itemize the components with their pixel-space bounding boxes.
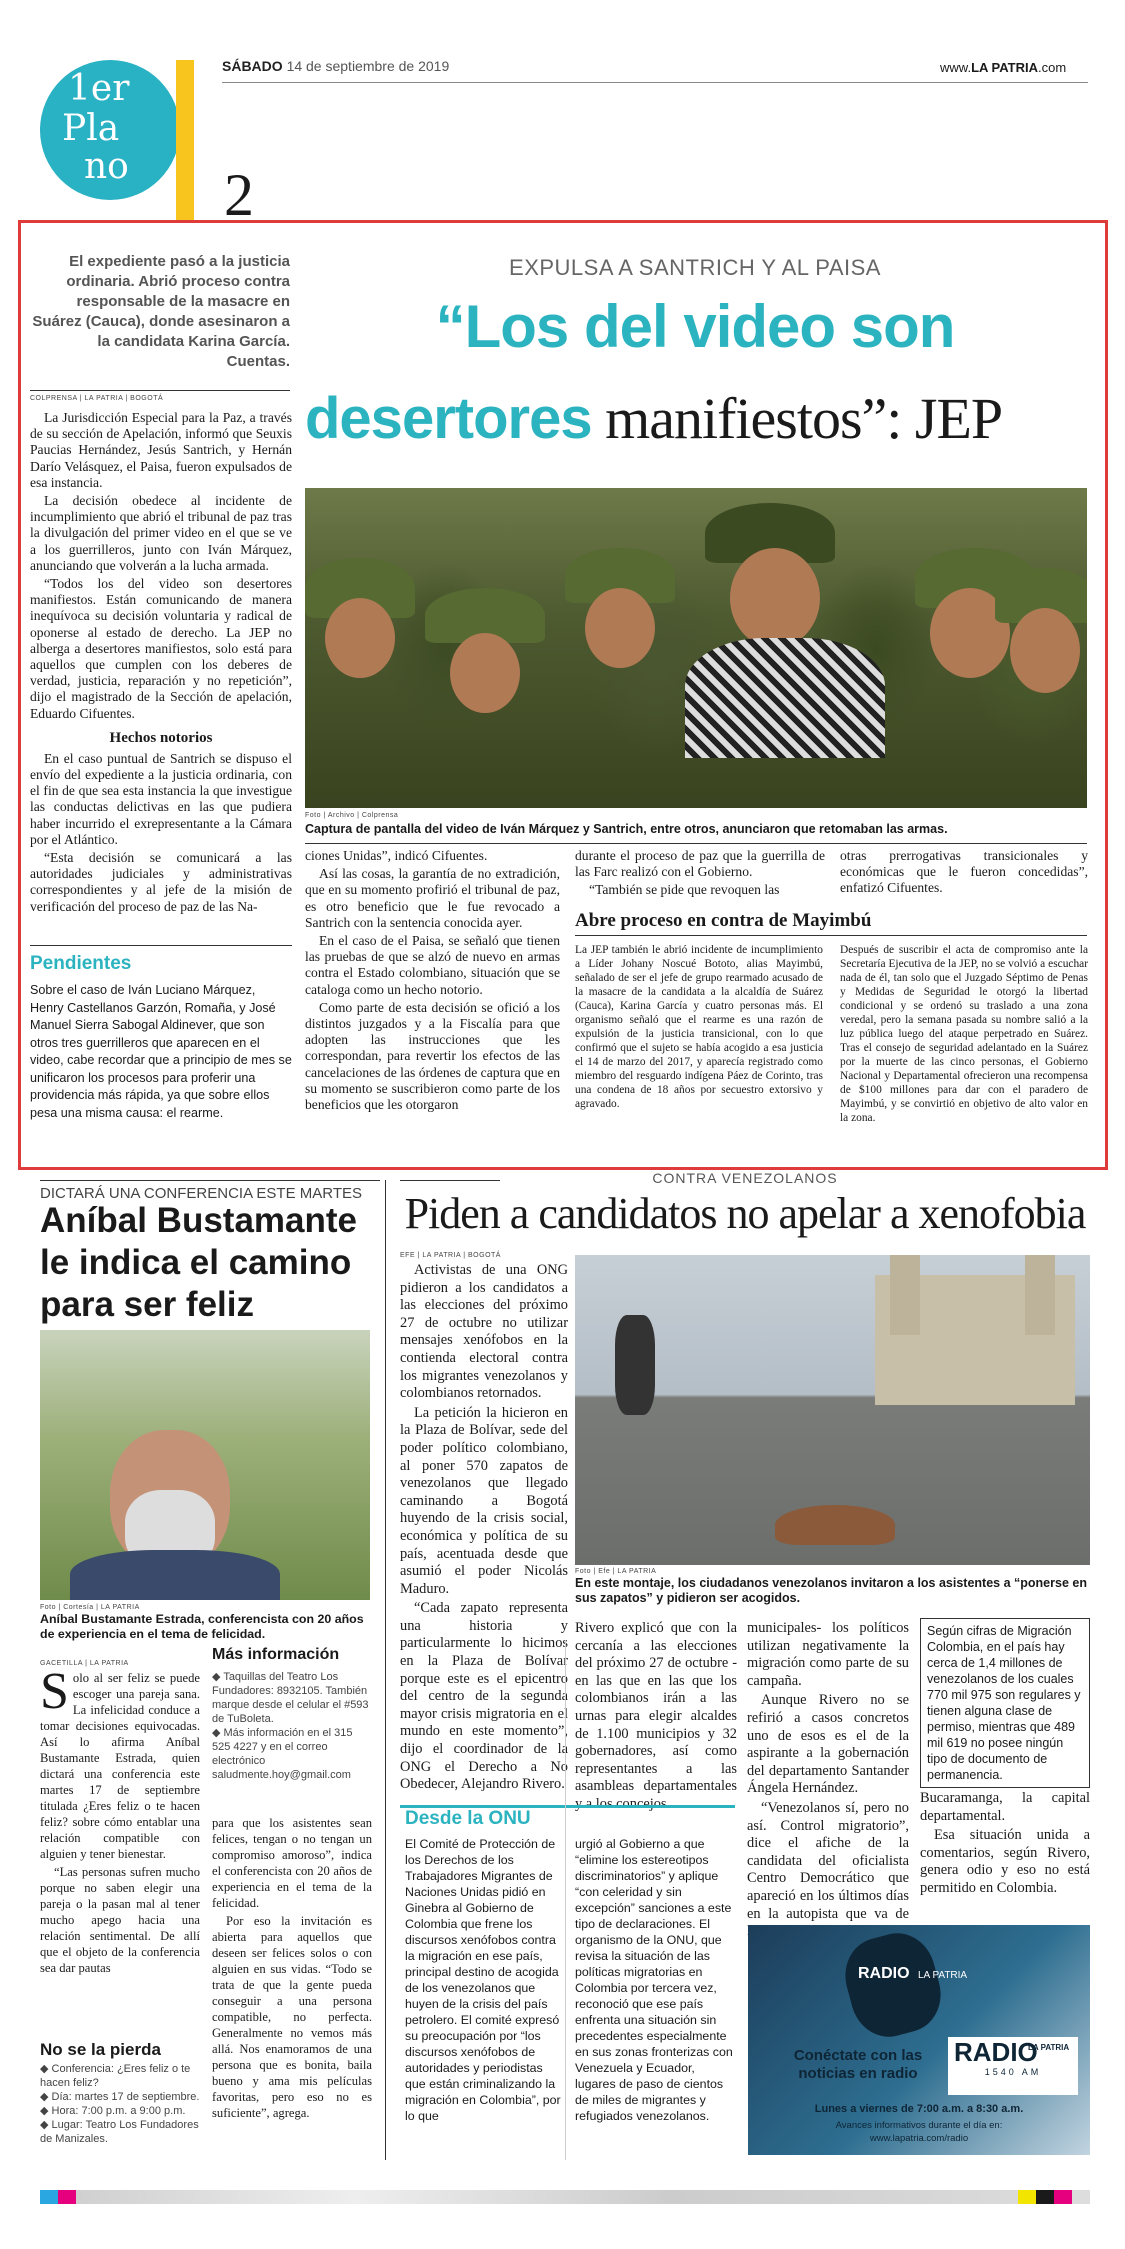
ad-schedule: Lunes a viernes de 7:00 a.m. a 8:30 a.m. (814, 2103, 1024, 2115)
paragraph: La decisión obedece al incidente de incumplimiento que abrió el tribunal de paz tras la divulgación del primer video en el que se ve a los guerrilleros, junto con Iván Márquez, anunciando que volverán a la lucha armada. (30, 493, 292, 573)
right-col4 (920, 1790, 1090, 1900)
site-brand: LA PATRIA (971, 60, 1038, 75)
mayimbu-col2: Después de suscribir el acta de compromiso ante la Secretaría Ejecutiva de la JEP, no se volvió a escuchar nada de él, tan solo que el Juzgado Séptimo de Penas y Medidas de Seguridad le otorgó la libertad condicional y se ordenó su traslado a una zona veredal, pero la semana pasada su nombre salió a la luz pública luego del ataque perpetrado en Suárez. Tras el consejo de seguridad adelantado en la Suárez por la muerte de las cinco personas, el Gobierno Nacional y Departamental ofrecieron una recompensa de $100 millones para dar con el paradero de Mayimbú, y se convirtió en objetivo de alto valor en la zona. (840, 944, 1088, 1124)
page-number: 2 (224, 162, 254, 228)
ad-url[interactable]: www.lapatria.com/radio (869, 2133, 969, 2144)
paragraph: “Venezolanos sí, pero no así. Control migratorio”, dice el afiche de la candidata del oficialista Centro Democrático que apareció en los últimos días en la autopista que va de (747, 1799, 909, 1922)
mic-label: RADIO (858, 1965, 910, 1982)
section-label-1: 1er (68, 68, 130, 109)
ad-line: noticias en radio (798, 2065, 918, 2082)
right-photo-credit: Foto | Efe | LA PATRIA (575, 1568, 657, 1575)
site-prefix: www. (940, 60, 972, 75)
main-photo-credit: Foto | Archivo | Colprensa (305, 812, 399, 819)
paragraph: otras prerrogativas transicionales y económicas que le fueron concedidas”, enfatizó Cifuentes. (840, 848, 1088, 896)
left-photo (40, 1330, 370, 1600)
right-headline: Piden a candidatos no apelar a xenofobia (404, 1189, 1086, 1238)
pendientes-rule (30, 945, 292, 946)
main-col1 (30, 410, 292, 917)
side-item: ◆ Lugar: Teatro Los Fundadores de Manizales. (40, 2119, 199, 2145)
right-col3 (747, 1620, 909, 1943)
logo-freq: 1540 AM (984, 2067, 1042, 2077)
left-photo-credit: Foto | Cortesía | LA PATRIA (40, 1604, 140, 1611)
left-byline: GACETILLA | LA PATRIA (40, 1660, 129, 1667)
pendientes-text: Sobre el caso de Iván Luciano Márquez, Henry Castellanos Garzón, Romaña, y José Manuel Sierra Sabogal Aldinever, que son otros tres guerrilleros que aparecen en el video, cabe recordar que a principio de mes se unificaron los procesos para proferir una providencia más rápida, ya que sobre ellos pesa una misma causa: el rearme. (30, 983, 292, 1120)
side-list (40, 2062, 205, 2146)
info-line: ◆ Más información en el 315 525 4227 y en el correo electrónico saludmente.hoy@gmail.com (212, 1727, 353, 1781)
info-block (212, 1670, 372, 1782)
subhead-hechos: Hechos notorios (109, 729, 213, 746)
cmyk-left (40, 2190, 76, 2209)
header-date (222, 58, 449, 74)
lead-summary: El expediente pasó a la justicia ordinaria. Abrió proceso contra responsable de la masacre en Suárez (Cauca), donde asesinaron a la candidata Karina García. Cuentas. (32, 253, 290, 370)
main-photo (305, 488, 1087, 808)
onu-col1: El Comité de Protección de los Derechos de los Trabajadores Migrantes de Naciones Unidas pidió en Ginebra al Gobierno de Colombia que frene los discursos xenófobos contra la migración en ese país, principal destino de acogida de los venezolanos que huyen de la crisis del país petrolero. El comité expresó su preocupación por “los discursos xenófobos de autoridades y periodistas que están criminalizando la migración en Colombia”, por lo que (405, 1837, 561, 2123)
paragraph: En el caso de el Paisa, se señaló que tienen las pruebas de que se alzó de nuevo en armas contra el Estado colombiano, situación que se cataloga como un hecho notorio. (305, 933, 560, 997)
main-col2 (305, 848, 560, 1115)
right-byline: EFE | LA PATRIA | BOGOTÁ (400, 1252, 501, 1259)
right-photo-caption: En este montaje, los ciudadanos venezolanos invitaron a los asistentes a “ponerse en sus zapatos” y pidieron ser acogidos. (575, 1576, 1087, 1605)
paragraph: “Cada zapato representa una historia y particularmente lo hicimos en la Plaza de Bolívar porque este es el epicentro del centro de la segunda mayor crisis migratoria en el mundo en este momento”, dijo el coordinador de la ONG el Derecho a No Obedecer, Alejandro Rivero. (400, 1600, 568, 1793)
caption-rule (305, 843, 1087, 844)
paragraph: Así las cosas, la garantía de no extradición, que en su momento profirió el tribunal de paz, es otro beneficio que le fue revocado a Santrich con la sentencia conocida ayer. (305, 866, 560, 930)
paragraph: Por eso la invitación es abierta para aquellos que deseen ser felices solos o con alguien en sus vidas. “Todo se trata de que la gente pueda conseguir a una persona compatible, no perfecta. Generalmente no vemos más allá. Nos enamoramos de una persona que es bonita, baila bueno y ama mis películas favoritas, pero eso no es suficiente”, agrega. (212, 1914, 372, 2120)
paragraph: Esa situación unida a comentarios, según Rivero, genera odio y eso no está permitido en Colombia. (920, 1827, 1090, 1896)
onu-title: Desde la ONU (405, 1808, 531, 1829)
info-title: Más información (212, 1646, 340, 1663)
paragraph: olo al ser feliz se puede escoger una pareja sana. La infelicidad conduce a tomar decisiones equivocadas. Así lo afirma Aníbal Bustamante Estrada, quien dictará una conferencia este martes 17 de septiembre titulada ¿Eres feliz o te hacen feliz? sobre cómo entablar una relación compatible con alguien y tener bienestar. (40, 1671, 200, 1861)
header-day: SÁBADO (222, 58, 283, 74)
section-label-2-text: Pla (62, 108, 120, 149)
paragraph: La Jurisdicción Especial para la Paz, a través de su sección de Apelación, informó que Seuxis Paucias Hernández, Jesús Santrich, y Hernán Darío Velásquez, el Paisa, fueron expulsados de esa instancia. (30, 410, 292, 490)
header-site[interactable] (940, 60, 1066, 75)
left-col2 (212, 1815, 372, 2123)
right-col1 (400, 1262, 568, 1796)
paragraph: para que los asistentes sean felices, tengan o no tengan un compromiso amoroso”, indica el conferencista con 20 años de experiencia en el tema de la felicidad. (212, 1816, 372, 1910)
drop-cap: S (40, 1663, 69, 1720)
ad-line: Conéctate con las (793, 2047, 923, 2064)
main-kicker: EXPULSA A SANTRICH Y AL PAISA (509, 255, 881, 280)
headline-black-words: manifiestos”: JEP (605, 386, 1003, 451)
radio-logo (948, 2037, 1078, 2095)
right-kicker: CONTRA VENEZOLANOS (652, 1170, 838, 1186)
main-col4 (840, 848, 1088, 899)
left-headline: Aníbal Bustamante le indica el camino para ser feliz (40, 1201, 357, 1324)
kicker-rule-left (400, 1180, 500, 1181)
pendientes-title: Pendientes (30, 953, 132, 974)
logo-brand: LA PATRIA (1028, 2043, 1070, 2052)
main-col3 (575, 848, 825, 901)
main-headline-2 (305, 382, 1095, 456)
main-headline-1: “Los del video son (435, 293, 955, 360)
paragraph: municipales- los políticos utilizan negativamente la migración como parte de su campaña. (747, 1620, 909, 1689)
left-kicker: DICTARÁ UNA CONFERENCIA ESTE MARTES (40, 1180, 380, 1202)
registration-bar (40, 2190, 1090, 2204)
headline-teal-word: desertores (305, 386, 592, 451)
microphone-icon (837, 1925, 950, 2045)
right-photo (575, 1255, 1090, 1565)
side-title: No se la pierda (40, 2040, 161, 2059)
paragraph: Activistas de una ONG pidieron a los candidatos a las elecciones del próximo 27 de octubre no utilizar mensajes xenófobos en la contienda electoral contra los migrantes venezolanos y colombianos retornados. (400, 1262, 568, 1402)
side-item: ◆ Día: martes 17 de septiembre. (40, 2091, 200, 2103)
site-suffix: .com (1037, 60, 1067, 75)
side-item: ◆ Conferencia: ¿Eres feliz o te hacen feliz? (40, 2063, 191, 2089)
cmyk-right (1018, 2190, 1072, 2209)
main-byline: COLPRENSA | LA PATRIA | BOGOTÁ (30, 395, 164, 402)
mic-brand: LA PATRIA (918, 1970, 968, 1981)
section-badge-bar (176, 60, 194, 220)
header-date-text: 14 de septiembre de 2019 (286, 58, 450, 74)
right-col2: Rivero explicó que con la cercanía a las elecciones del próximo 27 de octubre -en las que en las que los colombianos irán a las urnas para elegir alcaldes de 1.100 municipios y 32 gobernadores, así como representantes a las asambleas departamentales y a los concejos (575, 1620, 737, 1812)
paragraph: La petición la hicieron en la Plaza de Bolívar, sede del poder político colombiano, al poner 570 zapatos de venezolanos que llegado caminando a Bogotá huyendo de la crisis social, económica y política de su país, acentuada desde que asumió el poder Nicolás Maduro. (400, 1404, 568, 1597)
section-label-3: no (84, 146, 129, 187)
logo-radio: RADIO (954, 2037, 1038, 2067)
paragraph: durante el proceso de paz que la guerrilla de las Farc realizó con el Gobierno. (575, 848, 825, 880)
radio-ad[interactable] (748, 1925, 1090, 2155)
paragraph: “Todos los del video son desertores manifiestos. Están comunicando de manera inequívoca su decisión voluntaria y radical de oponerse al estado de derecho. La JEP no alberga a desertores manifiestos, solo está para aquellos que cumplen con los deberes de verdad, justicia, reparación y no repetición”, dijo el magistrado de la Sección de apelación, Eduardo Cifuentes. (30, 576, 292, 721)
paragraph: “Las personas sufren mucho porque no saben elegir una pareja o la pasan mal al tener mucho apego hacia una relación sentimental. De allí que el objeto de la conferencia sea dar pautas (40, 1865, 200, 1975)
paragraph: En el caso puntual de Santrich se dispuso el envío del expediente a la justicia ordinaria, con el fin de que sea esta instancia la que investigue las conductas delictivas en las que pudiera haber incurrido el exrepresentante a la Cámara por el Atlántico. (30, 750, 292, 847)
mayimbu-col1: La JEP también le abrió incidente de incumplimiento a Líder Johany Noscué Bototo, alias Mayimbú, señalado de ser el jefe de grupo rearmado acusado de la masacre de la candidata a la alcaldía de Suárez (Cauca), Karina García y cuatro personas más. El organismo señaló que el rearme es una razón de expulsión de la justicia transicional, con lo que confirmó que el sujeto se había acogido a esa justicia el 14 de marzo del 2017, y aparecía registrado como miembro del resguardo indígena Páez de Corinto, tras una condena de 18 años por secuestro extorsivo y agravado. (575, 944, 823, 1110)
section-label-2 (62, 108, 120, 149)
ad-note: Avances informativos durante el día en: (835, 2120, 1003, 2131)
info-line: ◆ Taquillas del Teatro Los Fundadores: 8932105. También marque desde el celular el #593 de TuBoleta. (212, 1671, 369, 1725)
column-divider-2 (565, 1640, 566, 2160)
header-rule (222, 82, 1088, 83)
paragraph: ciones Unidas”, indicó Cifuentes. (305, 848, 488, 863)
paragraph: “También se pide que revoquen las (589, 882, 780, 898)
stats-box: Según cifras de Migración Colombia, en el país hay cerca de 1,4 millones de venezolanos de los cuales 770 mil 975 son regulares y tienen alguna clase de permiso, mientras que 489 mil 619 no posee ningún tipo de documento de permanencia. (920, 1618, 1090, 1788)
left-photo-caption: Aníbal Bustamante Estrada, conferencista con 20 años de experiencia en el tema de felicidad. (40, 1612, 364, 1641)
mayimbu-rule (575, 935, 1087, 936)
onu-col2: urgió al Gobierno a que “elimine los estereotipos discriminatorios” y aplique “con celeridad y sin excepción” sanciones a este tipo de declaraciones. El organismo de la ONU, que revisa la situación de las políticas migratorias en Colombia por tercera vez, reconoció que ese país enfrenta una situación sin precedentes especialmente en sus zonas fronterizas con Venezuela y Ecuador, lugares de paso de cientos de miles de migrantes y refugiados venezolanos. (575, 1837, 733, 2123)
side-item: ◆ Hora: 7:00 p.m. a 9:00 p.m. (40, 2105, 186, 2117)
subhead-mayimbu: Abre proceso en contra de Mayimbú (575, 910, 872, 931)
paragraph: Aunque Rivero no se refirió a casos concretos uno de esos es el de la aspirante a la gobernación del departamento Santander Ángela Hernández. (747, 1692, 909, 1797)
paragraph: Como parte de esta decisión se ofició a los distintos juzgados y a la Fiscalía para que adopten las instrucciones que les correspondan, para revertir los efectos de las cancelaciones de las órdenes de captura que en su momento se suscribieron como parte de los beneficios que les otorgaron (305, 999, 560, 1113)
paragraph: “Esta decisión se comunicará a las autoridades judiciales y administrativas correspondientes y al jefe de la misión de verificación del proceso de paz de las Na- (30, 850, 292, 914)
lead-rule (30, 390, 290, 391)
main-photo-caption: Captura de pantalla del video de Iván Márquez y Santrich, entre otros, anunciaron que retomaban las armas. (305, 822, 948, 836)
paragraph: Bucaramanga, la capital departamental. (920, 1790, 1090, 1824)
column-divider (385, 1180, 386, 2160)
ad-headline (773, 2047, 943, 2083)
